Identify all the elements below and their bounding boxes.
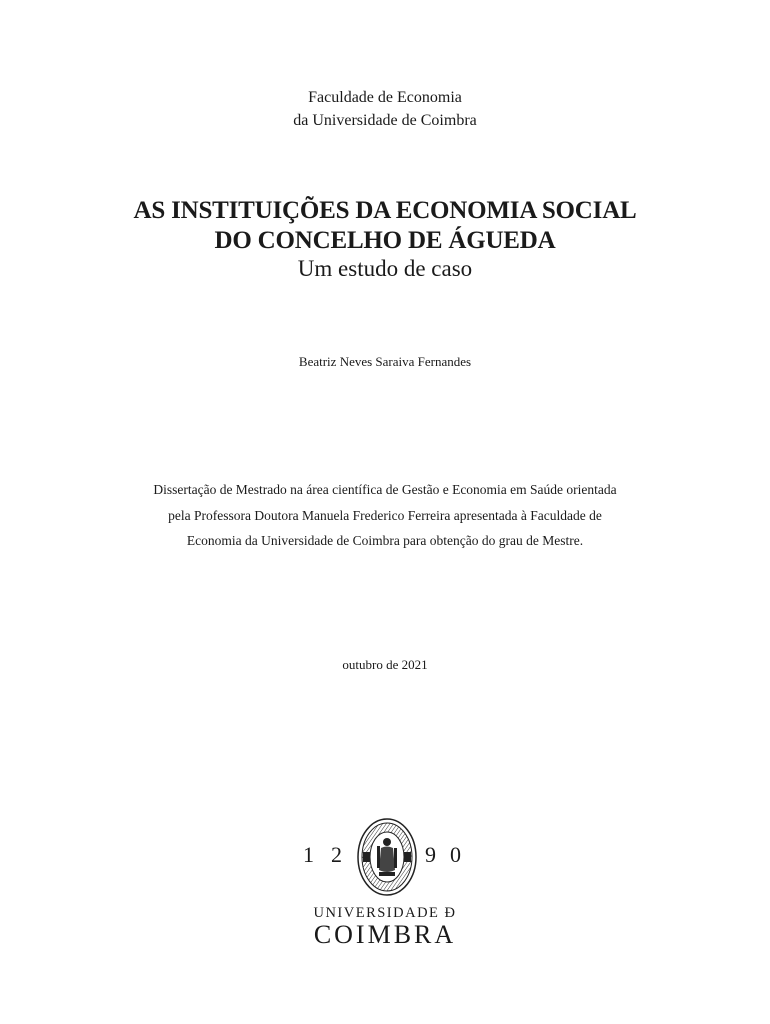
faculty-name-line-1: Faculdade de Economia [308, 89, 462, 106]
thesis-subtitle: Um estudo de caso [297, 256, 473, 281]
logo-year-digit: 9 [425, 842, 436, 867]
university-seal-icon [357, 818, 417, 896]
university-logo [0, 812, 770, 962]
thesis-title-line-2: DO CONCELHO DE ÁGUEDA [214, 227, 556, 254]
author-name: Beatriz Neves Saraiva Fernandes [298, 354, 472, 369]
logo-year-digit: 2 [331, 842, 342, 867]
logo-year-digit: 1 [303, 842, 314, 867]
faculty-name-line-2: da Universidade de Coimbra [293, 112, 477, 129]
dissertation-statement-line-2: pela Professora Doutora Manuela Frederico Ferreira apresentada à Faculdade de [168, 508, 602, 523]
dissertation-statement-line-3: Economia da Universidade de Coimbra para obtenção do grau de Mestre. [186, 533, 584, 548]
university-name-line-1: UNIVERSIDADE Ð [313, 905, 457, 921]
dissertation-statement-line-1: Dissertação de Mestrado na área científica de Gestão e Economia em Saúde orientada [153, 482, 617, 497]
thesis-title-line-1: AS INSTITUIÇÕES DA ECONOMIA SOCIAL [133, 197, 637, 224]
university-name-line-2: COIMBRA [313, 920, 457, 949]
submission-date: outubro de 2021 [342, 657, 428, 672]
logo-year-digit: 0 [450, 842, 461, 867]
